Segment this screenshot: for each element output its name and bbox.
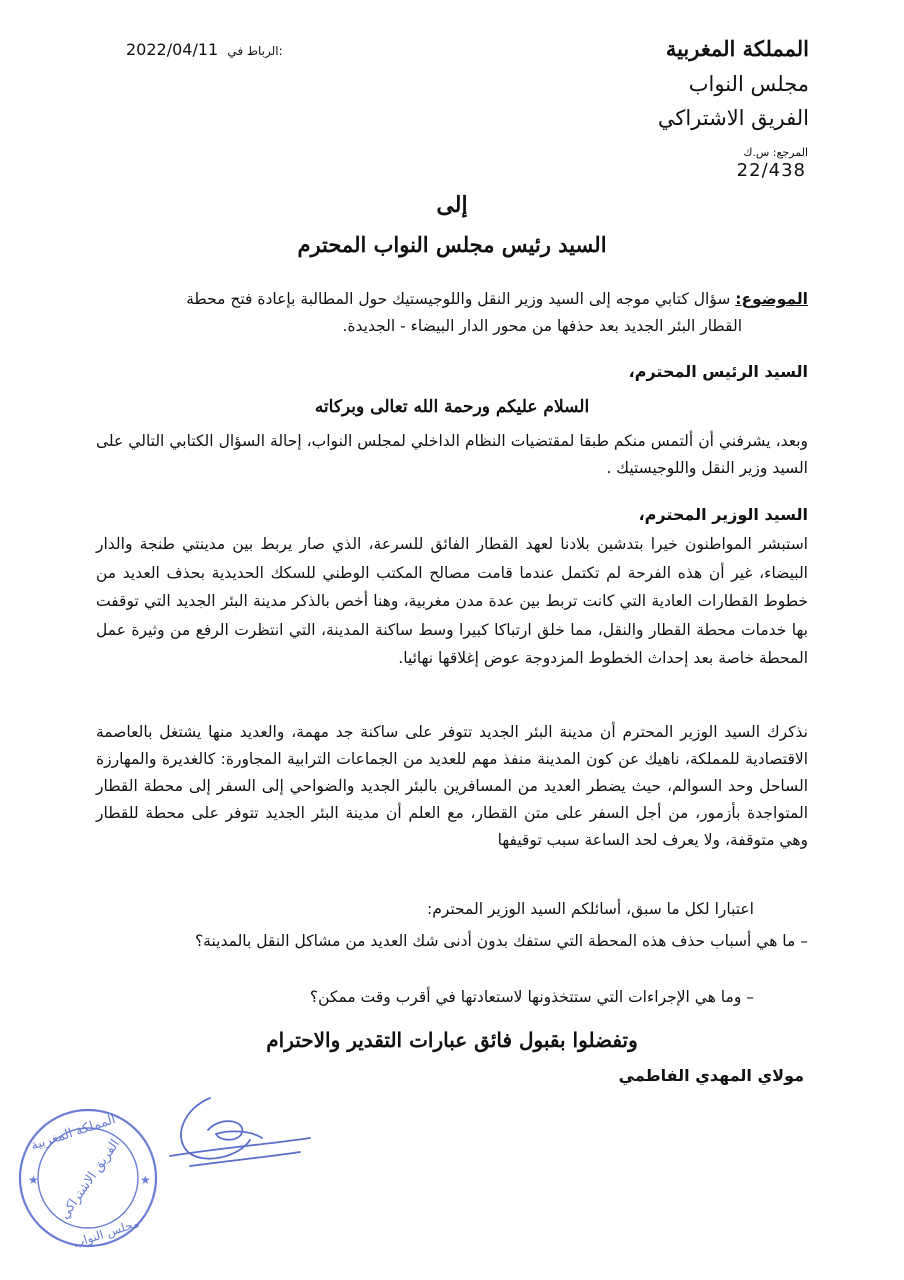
official-seal bbox=[8, 1098, 168, 1258]
seal-top-text: المملكة المغربية bbox=[29, 1112, 118, 1154]
subject-line-1: سؤال كتابي موجه إلى السيد وزير النقل واللوجيستيك حول المطالبة بإعادة فتح محطة bbox=[186, 290, 731, 308]
paragraph-3: نذكرك السيد الوزير المحترم أن مدينة البئر الجديد تتوفر على ساكنة جد مهمة، والعديد منها يشتغل بالعاصمة الاقتصادية للمملكة، ناهيك عن كون المدينة منفذ مهم للعديد من الجماعات الترابية المجاورة: كالغديرة والمهارزة الساحل وحد السوالم، حيث يضطر العديد من المسافرين بالبئر الجديد والضواحي إلى السفر إلى محطة القطار المتواجدة بأزمور، من أجل السفر على متن القطار، مع العلم أن مدينة البئر الجديد تتوفر على محطة للقطار وهي متوقفة، ولا يعرف لحد الساعة سبب توقيفها bbox=[96, 723, 808, 849]
addressee: السيد رئيس مجلس النواب المحترم bbox=[297, 232, 607, 257]
reference-label: المرجع: س.ك bbox=[743, 146, 808, 159]
seal-middle-text: الفريق الاشتراكي bbox=[57, 1136, 124, 1223]
date-line bbox=[126, 40, 283, 59]
seal-bottom-text: مجلس النواب bbox=[71, 1215, 141, 1251]
seal-star-icon: ★ bbox=[140, 1173, 151, 1187]
salutation-minister: السيد الوزير المحترم، bbox=[638, 505, 808, 524]
handwritten-signature bbox=[150, 1086, 320, 1176]
salutation-president: السيد الرئيس المحترم، bbox=[628, 362, 808, 381]
closing-formula: وتفضلوا بقبول فائق عبارات التقدير والاحترام bbox=[266, 1028, 638, 1052]
kingdom-title: المملكة المغربية bbox=[665, 36, 809, 61]
intro-paragraph: وبعد، يشرفني أن ألتمس منكم طبقا لمقتضيات النظام الداخلي لمجلس النواب، إحالة السؤال الكتابي التالي على السيد وزير النقل واللوجيستيك . bbox=[96, 432, 808, 477]
question-2: – وما هي الإجراءات التي ستتخذونها لاستعادتها في أقرب وقت ممكن؟ bbox=[309, 988, 754, 1006]
questions-intro: اعتبارا لكل ما سبق، أسائلكم السيد الوزير المحترم: bbox=[427, 900, 754, 918]
question-1: – ما هي أسباب حذف هذه المحطة التي ستفك بدون أدنى شك العديد من مشاكل النقل بالمدينة؟ bbox=[194, 932, 808, 950]
greeting: السلام عليكم ورحمة الله تعالى وبركاته bbox=[314, 397, 590, 417]
date-value: 2022/04/11 bbox=[126, 40, 219, 59]
date-label: الرباط في: bbox=[227, 44, 283, 58]
house-title: مجلس النواب bbox=[688, 72, 809, 96]
paragraph-2: استبشر المواطنون خيرا بتدشين بلادنا لعهد القطار الفائق للسرعة، الذي صار يربط بين مدينتي طنجة والدار البيضاء، غير أن هذه الفرحة لم تكتمل عندما قامت مصالح المكتب الوطني للسكك الحديدية بحذف العديد من خطوط القطارات العادية التي كانت تربط بين عدة مدن مغربية، وهنا أخص بالذكر مدينة البئر الجديد التي توقفت بها خدمات محطة القطار والنقل، مما خلق ارتباكا كبيرا وسط ساكنة المدينة، التي انتظرت الرفع من وثيرة عمل المحطة خاصة بعد إحداث الخطوط المزدوجة عوض إغلاقها نهائيا. bbox=[96, 535, 808, 667]
seal-star-icon: ★ bbox=[28, 1173, 39, 1187]
subject-block bbox=[96, 286, 808, 340]
signatory-name: مولاي المهدي الفاطمي bbox=[618, 1066, 804, 1085]
subject-line-2: القطار البئر الجديد بعد حذفها من محور الدار البيضاء - الجديدة. bbox=[342, 317, 742, 335]
subject-label: الموضوع: bbox=[735, 290, 808, 308]
recipient-to: إلى bbox=[436, 192, 468, 218]
group-title: الفريق الاشتراكي bbox=[657, 106, 809, 130]
reference-number: 22/438 bbox=[736, 160, 806, 181]
